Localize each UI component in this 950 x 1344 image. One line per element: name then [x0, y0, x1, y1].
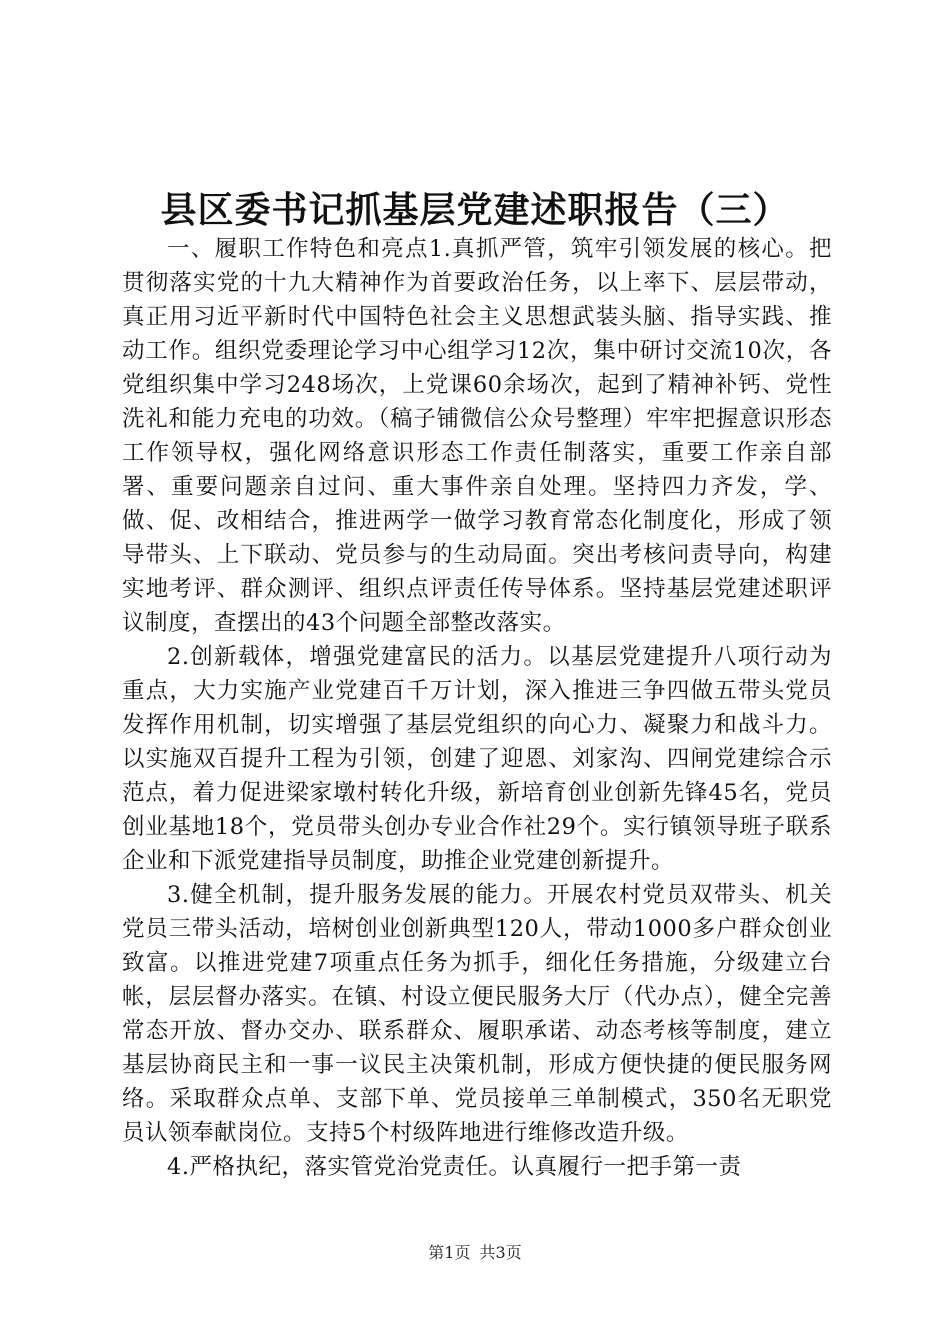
paragraph-2: 2.创新载体，增强党建富民的活力。以基层党建提升八项行动为重点，大力实施产业党建百千万计划，深入推进三争四做五带头党员发挥作用机制，切实增强了基层党组织的向心力、凝聚力和战斗力。以实施双百提升工程为引领，创建了迎恩、刘家沟、四闸党建综合示范点，着力促进梁家墩村转化升级，新培育创业创新先锋45名，党员创业基地18个，党员带头创办专业合作社29个。实行镇领导班子联系企业和下派党建指导员制度，助推企业党建创新提升。 [122, 644, 832, 874]
paragraph-3: 3.健全机制，提升服务发展的能力。开展农村党员双带头、机关党员三带头活动，培树创业创新典型120人，带动1000多户群众创业致富。以推进党建7项重点任务为抓手，细化任务措施，分级建立台帐，层层督办落实。在镇、村设立便民服务大厅（代办点），健全完善常态开放、督办交办、联系群众、履职承诺、动态考核等制度，建立基层协商民主和一事一议民主决策机制，形成方便快捷的便民服务网络。采取群众点单、支部下单、党员接单三单制模式，350名无职党员认领奉献岗位。支持5个村级阵地进行维修改造升级。 [122, 882, 832, 1146]
document-title: 县区委书记抓基层党建述职报告（三） [160, 189, 790, 231]
page-number: 第1页 [428, 1243, 471, 1262]
page-footer [0, 1242, 950, 1264]
paragraph-1: 一、履职工作特色和亮点1.真抓严管，筑牢引领发展的核心。把贯彻落实党的十九大精神作为首要政治任务，以上率下、层层带动，真正用习近平新时代中国特色社会主义思想武装头脑、指导实践、推动工作。组织党委理论学习中心组学习12次，集中研讨交流10次，各党组织集中学习248场次，上党课60余场次，起到了精神补钙、党性洗礼和能力充电的功效。（稿子铺微信公众号整理）牢牢把握意识形态工作领导权，强化网络意识形态工作责任制落实，重要工作亲自部署、重要问题亲自过问、重大事件亲自处理。坚持四力齐发，学、做、促、改相结合，推进两学一做学习教育常态化制度化，形成了领导带头、上下联动、党员参与的生动局面。突出考核问责导向，构建实地考评、群众测评、组织点评责任传导体系。坚持基层党建述职评议制度，查摆出的43个问题全部整改落实。 [122, 236, 832, 636]
page-total: 共3页 [479, 1243, 522, 1262]
paragraph-4: 4.严格执纪，落实管党治党责任。认真履行一把手第一责 [167, 1154, 742, 1180]
document-body [122, 232, 832, 1184]
